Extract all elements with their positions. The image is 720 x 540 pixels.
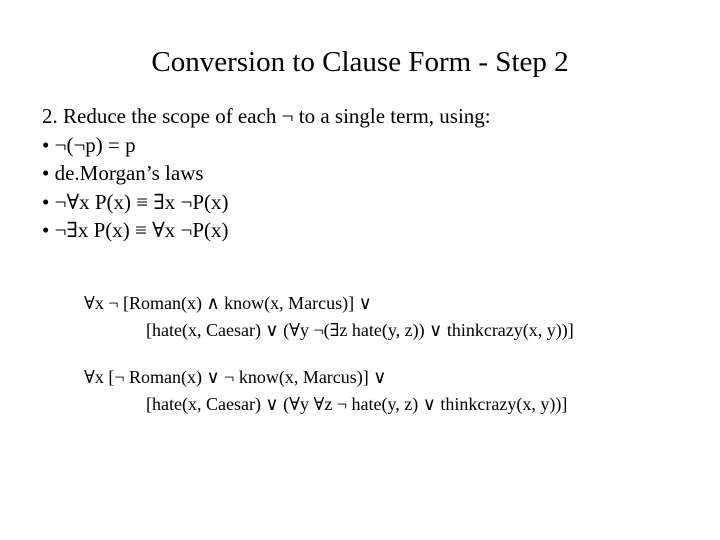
bullet-list: [42, 102, 491, 245]
bullet-demorgan: • de.Morgan’s laws: [42, 161, 204, 185]
bullet-double-negation: • ¬(¬p) = p: [42, 132, 136, 157]
slide-title: Conversion to Clause Form - Step 2: [151, 46, 569, 78]
formula-2-line-2: [hate(x, Caesar) ∨ (∀y ∀z ¬ hate(y, z) ∨ thinkcrazy(x, y))]: [146, 394, 568, 414]
bullet-negated-exists: • ¬∃x P(x) ≡ ∀x ¬P(x): [42, 218, 229, 242]
formula-1-line-2: [hate(x, Caesar) ∨ (∀y ¬(∃z hate(y, z)) ∨ thinkcrazy(x, y))]: [146, 320, 574, 340]
intro-line: 2. Reduce the scope of each ¬ to a single term, using:: [42, 104, 491, 128]
bullet-negated-forall: • ¬∀x P(x) ≡ ∃x ¬P(x): [42, 189, 229, 214]
formula-2-line-1: ∀x [¬ Roman(x) ∨ ¬ know(x, Marcus)] ∨: [84, 367, 387, 387]
formula-1-line-1: ∀x ¬ [Roman(x) ∧ know(x, Marcus)] ∨: [84, 293, 372, 313]
